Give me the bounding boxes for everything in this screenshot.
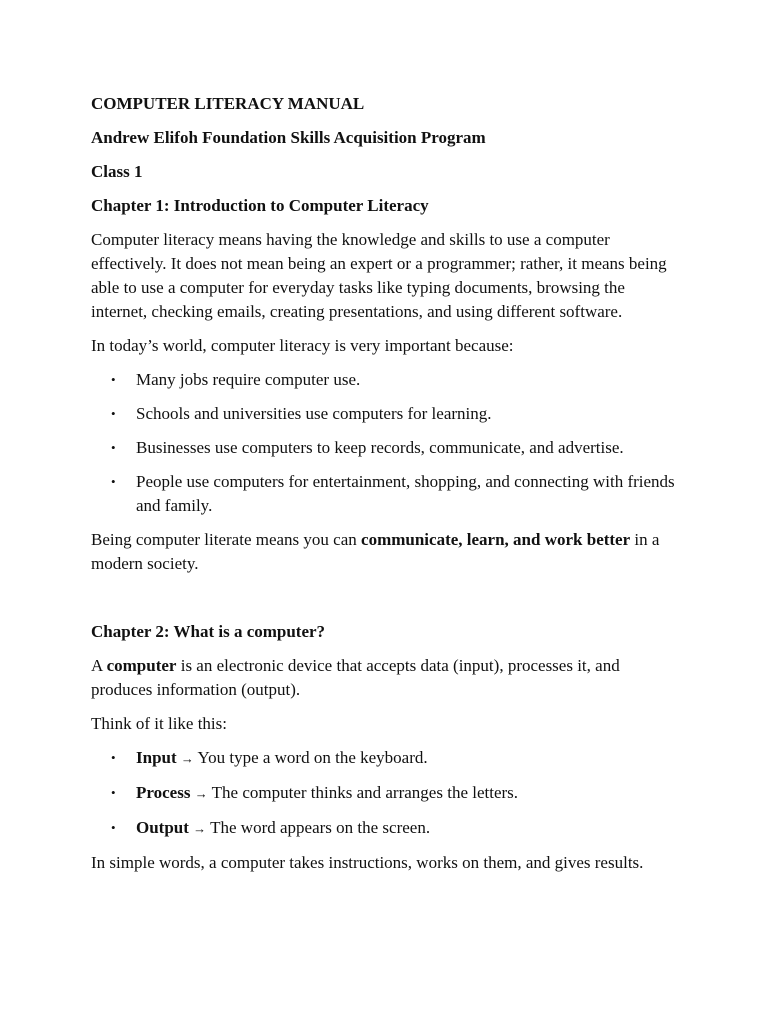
- chapter1-intro: Computer literacy means having the knowledge and skills to use a computer effectively. It does not mean being an expert or a programmer; rather, it means being able to use a computer for everyday tasks like typing documents, browsing the internet, checking emails, creating presentations, and using different software.: [91, 230, 667, 321]
- chapter2-summary: In simple words, a computer takes instructions, works on them, and gives results.: [91, 853, 644, 872]
- section-spacer: [91, 586, 681, 620]
- list-item: [91, 746, 681, 771]
- list-item: [91, 781, 681, 806]
- step-term: Input: [136, 748, 177, 767]
- definition-pre: A: [91, 656, 107, 675]
- step-text: The computer thinks and arranges the letters.: [211, 783, 519, 802]
- arrow-right-icon: →: [194, 786, 208, 801]
- arrow-right-icon: →: [180, 751, 194, 766]
- closing-text-bold: communicate, learn, and work better: [361, 530, 631, 549]
- list-item: [91, 436, 681, 460]
- ipo-list: [91, 746, 681, 841]
- program-name: Andrew Elifoh Foundation Skills Acquisition Program: [91, 128, 486, 147]
- step-term: Process: [136, 783, 191, 802]
- list-item: [91, 816, 681, 841]
- bullet-icon: •: [111, 406, 116, 421]
- step-term: Output: [136, 818, 189, 837]
- closing-text-post: in a modern society.: [91, 530, 660, 573]
- chapter1-closing: [91, 528, 681, 576]
- chapter1-heading: Chapter 1: Introduction to Computer Literacy: [91, 196, 429, 215]
- arrow-right-icon: →: [193, 821, 207, 836]
- list-item-text: Businesses use computers to keep records, communicate, and advertise.: [136, 438, 624, 457]
- document-body: [91, 92, 681, 885]
- think-lead: Think of it like this:: [91, 714, 227, 733]
- list-item: [91, 470, 681, 518]
- chapter2-heading: Chapter 2: What is a computer?: [91, 622, 326, 641]
- step-text: The word appears on the screen.: [210, 818, 431, 837]
- definition-post: is an electronic device that accepts data (input), processes it, and produces information (output).: [91, 656, 620, 699]
- closing-text-pre: Being computer literate means you can: [91, 530, 362, 549]
- list-item-text: Many jobs require computer use.: [136, 370, 361, 389]
- computer-definition: [91, 654, 681, 702]
- bullet-icon: •: [111, 750, 116, 765]
- list-item: [91, 402, 681, 426]
- class-label: Class 1: [91, 162, 143, 181]
- list-item-text: Schools and universities use computers for learning.: [136, 404, 492, 423]
- document-title: COMPUTER LITERACY MANUAL: [91, 94, 365, 113]
- list-item-text: People use computers for entertainment, shopping, and connecting with friends and family.: [136, 472, 675, 515]
- step-text: You type a word on the keyboard.: [197, 748, 428, 767]
- importance-list: [91, 368, 681, 518]
- bullet-icon: •: [111, 474, 116, 489]
- list-item: [91, 368, 681, 392]
- importance-lead: In today’s world, computer literacy is very important because:: [91, 336, 514, 355]
- bullet-icon: •: [111, 372, 116, 387]
- definition-term: computer: [106, 656, 177, 675]
- bullet-icon: •: [111, 785, 116, 800]
- bullet-icon: •: [111, 820, 116, 835]
- bullet-icon: •: [111, 440, 116, 455]
